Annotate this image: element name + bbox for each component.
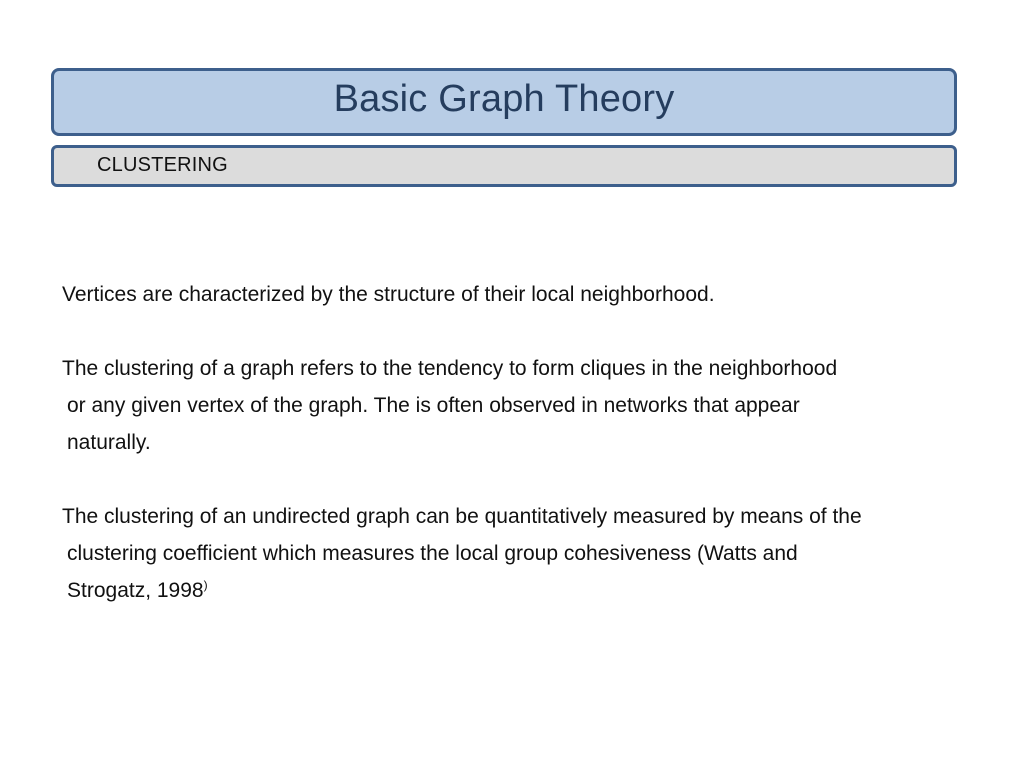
paragraph-2 <box>62 350 982 461</box>
paragraph-line: The clustering of an undirected graph can be quantitatively measured by means of the <box>62 505 862 528</box>
paragraph-1 <box>62 276 982 313</box>
title-banner <box>51 68 957 136</box>
paragraph-line: The clustering of a graph refers to the tendency to form cliques in the neighborhood <box>62 357 838 380</box>
subtitle-banner <box>51 145 957 187</box>
citation-text: Strogatz, 1998 <box>67 579 204 602</box>
slide-body <box>62 276 982 646</box>
paragraph-line: or any given vertex of the graph. The is often observed in networks that appear <box>67 394 800 417</box>
paragraph-line: naturally. <box>67 431 151 454</box>
citation-superscript: ) <box>203 578 208 592</box>
paragraph-line: clustering coefficient which measures the local group cohesiveness (Watts and <box>67 542 798 565</box>
slide-title: Basic Graph Theory <box>333 77 675 120</box>
paragraph-line-last <box>62 572 982 609</box>
paragraph-line: Vertices are characterized by the structure of their local neighborhood. <box>62 283 715 306</box>
slide-subtitle: CLUSTERING <box>97 154 228 176</box>
paragraph-3 <box>62 498 982 609</box>
